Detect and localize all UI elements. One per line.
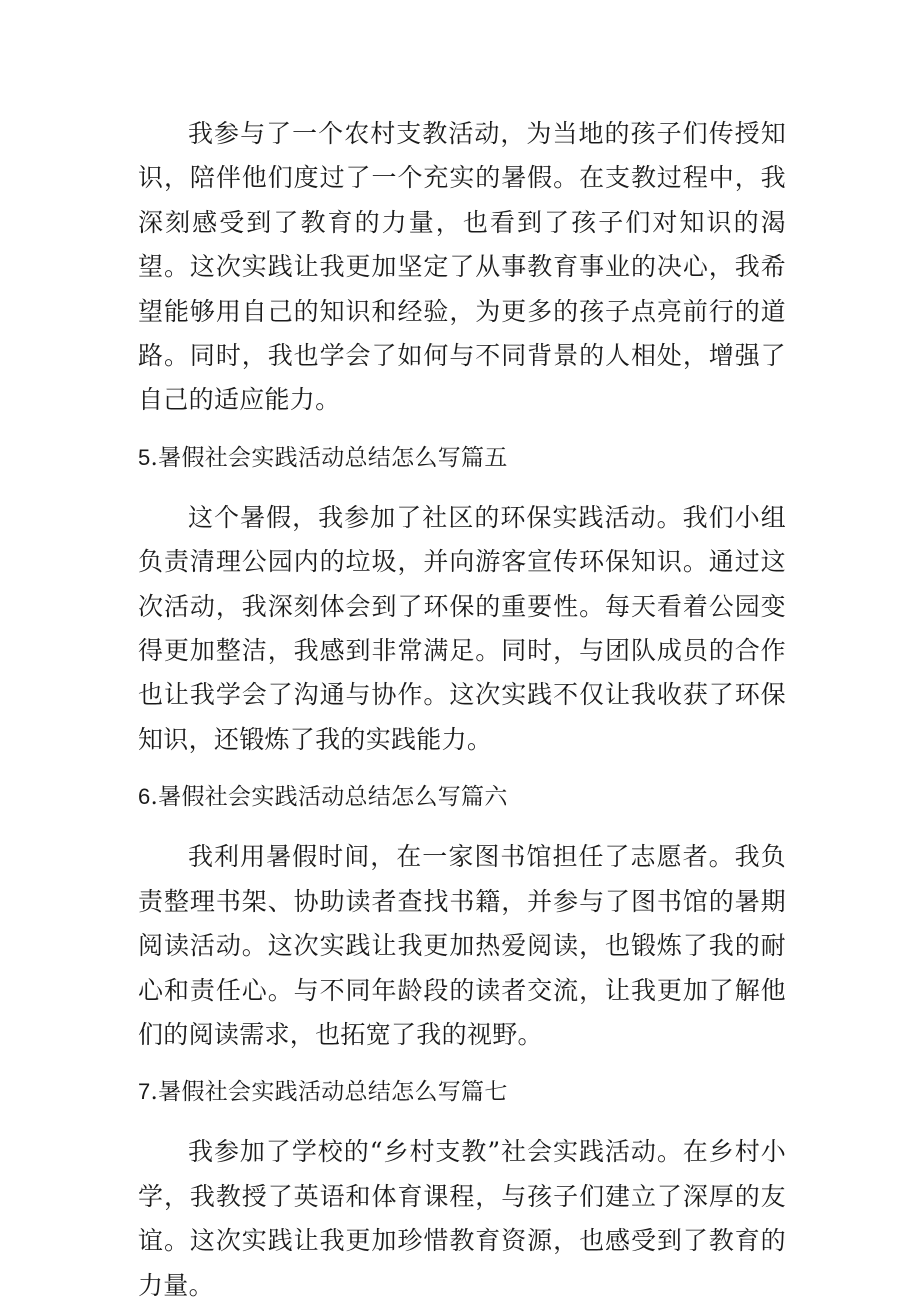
section-number: 6 (138, 784, 151, 810)
paragraph-3: 我利用暑假时间，在一家图书馆担任了志愿者。我负责整理书架、协助读者查找书籍，并参与了图书馆的暑期阅读活动。这次实践让我更加热爱阅读，也锻炼了我的耐心和责任心。与不同年龄段的读者交流，让我更加了解他们的阅读需求，也拓宽了我的视野。 (138, 842, 786, 1049)
section-number: 5 (138, 444, 151, 470)
paragraph-4: 我参加了学校的“乡村支教”社会实践活动。在乡村小学，我教授了英语和体育课程，与孩子们建立了深厚的友谊。这次实践让我更加珍惜教育资源，也感受到了教育的力量。 (138, 1137, 786, 1300)
document-page (138, 112, 786, 1308)
paragraph-1: 我参与了一个农村支教活动，为当地的孩子们传授知识，陪伴他们度过了一个充实的暑假。在支教过程中，我深刻感受到了教育的力量，也看到了孩子们对知识的渴望。这次实践让我更加坚定了从事教育事业的决心，我希望能够用自己的知识和经验，为更多的孩子点亮前行的道路。同时，我也学会了如何与不同背景的人相处，增强了自己的适应能力。 (138, 119, 786, 415)
section-heading-6 (138, 775, 786, 819)
section-title: .暑假社会实践活动总结怎么写篇七 (150, 1079, 508, 1106)
section-heading-7 (138, 1070, 786, 1114)
section-title: .暑假社会实践活动总结怎么写篇五 (150, 444, 508, 471)
section-title: .暑假社会实践活动总结怎么写篇六 (150, 784, 508, 811)
section-number: 7 (138, 1079, 151, 1105)
paragraph-2: 这个暑假，我参加了社区的环保实践活动。我们小组负责清理公园内的垃圾，并向游客宣传环保知识。通过这次活动，我深刻体会到了环保的重要性。每天看着公园变得更加整洁，我感到非常满足。同时，与团队成员的合作也让我学会了沟通与协作。这次实践不仅让我收获了环保知识，还锻炼了我的实践能力。 (138, 502, 786, 754)
section-heading-5 (138, 436, 786, 480)
